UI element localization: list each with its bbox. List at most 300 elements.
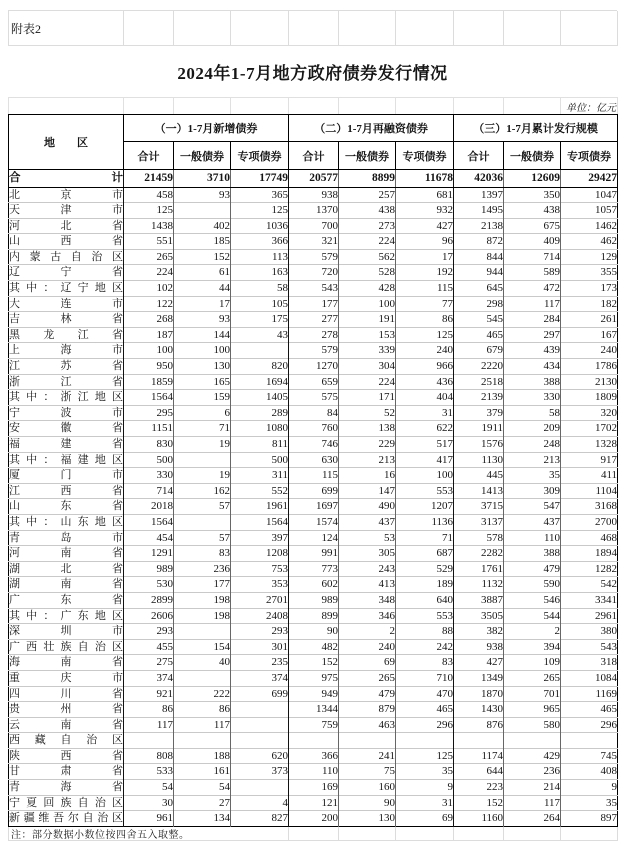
strip-cell — [504, 11, 561, 46]
unit-row-cell — [289, 97, 339, 114]
value-cell: 438 — [504, 203, 561, 219]
value-cell: 808 — [124, 748, 174, 764]
value-cell: 439 — [504, 343, 561, 359]
value-cell: 121 — [289, 795, 339, 811]
value-cell — [504, 733, 561, 749]
table-row — [9, 608, 618, 624]
region-cell: 西藏自治区 — [9, 733, 124, 749]
table-row — [9, 483, 618, 499]
value-cell: 311 — [231, 468, 289, 484]
value-cell: 1702 — [561, 421, 618, 437]
region-cell: 新疆维吾尔自治区 — [9, 811, 124, 827]
table-row — [9, 218, 618, 234]
value-cell: 240 — [396, 343, 454, 359]
value-cell: 40 — [174, 655, 231, 671]
region-cell: 宁夏回族自治区 — [9, 795, 124, 811]
value-cell: 950 — [124, 359, 174, 375]
table-row — [9, 686, 618, 702]
table-row — [9, 655, 618, 671]
value-cell: 622 — [396, 421, 454, 437]
value-cell — [174, 203, 231, 219]
table-row — [9, 249, 618, 265]
unit-row-cell — [231, 97, 289, 114]
table-row — [9, 546, 618, 562]
value-cell: 938 — [454, 639, 504, 655]
value-cell: 2130 — [561, 374, 618, 390]
value-cell: 365 — [231, 187, 289, 203]
region-cell: 重庆市 — [9, 670, 124, 686]
value-cell: 309 — [504, 483, 561, 499]
value-cell — [174, 624, 231, 640]
value-cell: 185 — [174, 234, 231, 250]
value-cell: 268 — [124, 312, 174, 328]
value-cell: 1036 — [231, 218, 289, 234]
region-cell: 贵州省 — [9, 702, 124, 718]
value-cell — [174, 452, 231, 468]
value-cell: 428 — [339, 281, 396, 297]
value-cell: 296 — [561, 717, 618, 733]
value-cell: 297 — [504, 327, 561, 343]
value-cell: 714 — [124, 483, 174, 499]
value-cell: 293 — [231, 624, 289, 640]
value-cell: 720 — [289, 265, 339, 281]
region-cell: 江西省 — [9, 483, 124, 499]
value-cell: 58 — [231, 281, 289, 297]
value-cell: 965 — [504, 702, 561, 718]
region-cell: 安徽省 — [9, 421, 124, 437]
region-cell: 陕西省 — [9, 748, 124, 764]
value-cell: 9 — [561, 780, 618, 796]
value-cell: 932 — [396, 203, 454, 219]
value-cell: 177 — [289, 296, 339, 312]
table-row — [9, 670, 618, 686]
value-cell: 1430 — [454, 702, 504, 718]
value-cell: 223 — [454, 780, 504, 796]
group-header-new-bonds: （一）1-7月新增债券 — [124, 115, 289, 142]
strip-cell — [396, 11, 454, 46]
value-cell: 1208 — [231, 546, 289, 562]
value-cell: 243 — [339, 561, 396, 577]
value-cell: 57 — [174, 530, 231, 546]
value-cell — [561, 733, 618, 749]
value-cell: 134 — [174, 811, 231, 827]
value-cell: 222 — [174, 686, 231, 702]
value-cell: 284 — [504, 312, 561, 328]
value-cell: 437 — [504, 514, 561, 530]
value-cell: 277 — [289, 312, 339, 328]
table-row — [9, 624, 618, 640]
value-cell: 966 — [396, 359, 454, 375]
strip-cell — [339, 11, 396, 46]
value-cell: 90 — [339, 795, 396, 811]
value-cell: 71 — [396, 530, 454, 546]
value-cell: 436 — [396, 374, 454, 390]
value-cell: 42036 — [454, 170, 504, 188]
value-cell: 86 — [396, 312, 454, 328]
value-cell: 921 — [124, 686, 174, 702]
value-cell: 318 — [561, 655, 618, 671]
value-cell: 760 — [289, 421, 339, 437]
value-cell: 293 — [124, 624, 174, 640]
value-cell: 153 — [339, 327, 396, 343]
value-cell: 240 — [561, 343, 618, 359]
value-cell: 100 — [124, 343, 174, 359]
strip-cell — [289, 11, 339, 46]
value-cell: 1405 — [231, 390, 289, 406]
value-cell: 872 — [454, 234, 504, 250]
value-cell: 144 — [174, 327, 231, 343]
region-cell: 其中：辽宁地区 — [9, 281, 124, 297]
region-cell: 黑龙江省 — [9, 327, 124, 343]
region-cell: 湖北省 — [9, 561, 124, 577]
value-cell: 551 — [124, 234, 174, 250]
value-cell: 125 — [231, 203, 289, 219]
value-cell: 305 — [339, 546, 396, 562]
value-cell: 944 — [454, 265, 504, 281]
value-cell: 699 — [231, 686, 289, 702]
value-cell: 165 — [174, 374, 231, 390]
value-cell: 339 — [339, 343, 396, 359]
value-cell: 43 — [231, 327, 289, 343]
group-header-cumulative-issuance: （三）1-7月累计发行规模 — [454, 115, 618, 142]
value-cell: 2139 — [454, 390, 504, 406]
value-cell: 289 — [231, 405, 289, 421]
value-cell: 938 — [289, 187, 339, 203]
region-cell: 其中：浙江地区 — [9, 390, 124, 406]
value-cell: 2220 — [454, 359, 504, 375]
unit-row-cell — [454, 97, 504, 114]
value-cell: 773 — [289, 561, 339, 577]
note-row-cell — [396, 827, 454, 841]
value-cell — [396, 733, 454, 749]
subheader-special: 专项债券 — [231, 142, 289, 170]
value-cell: 1859 — [124, 374, 174, 390]
value-cell: 30 — [124, 795, 174, 811]
note-row-cell — [339, 827, 396, 841]
region-cell: 合计 — [9, 170, 124, 188]
value-cell: 479 — [504, 561, 561, 577]
value-cell: 644 — [454, 764, 504, 780]
value-cell: 468 — [561, 530, 618, 546]
value-cell: 2282 — [454, 546, 504, 562]
value-cell: 100 — [396, 468, 454, 484]
value-cell: 163 — [231, 265, 289, 281]
value-cell: 20577 — [289, 170, 339, 188]
unit-row-cell — [396, 97, 454, 114]
value-cell: 659 — [289, 374, 339, 390]
value-cell: 6 — [174, 405, 231, 421]
value-cell: 546 — [504, 592, 561, 608]
value-cell: 1370 — [289, 203, 339, 219]
region-cell: 青岛市 — [9, 530, 124, 546]
region-cell: 天津市 — [9, 203, 124, 219]
value-cell — [174, 670, 231, 686]
value-cell: 159 — [174, 390, 231, 406]
value-cell: 2408 — [231, 608, 289, 624]
table-row — [9, 265, 618, 281]
value-cell — [289, 733, 339, 749]
value-cell: 296 — [396, 717, 454, 733]
value-cell: 11678 — [396, 170, 454, 188]
strip-cell — [454, 11, 504, 46]
value-cell: 264 — [504, 811, 561, 827]
note-row-cell — [289, 827, 339, 841]
table-row — [9, 452, 618, 468]
value-cell: 130 — [339, 811, 396, 827]
subheader-special: 专项债券 — [396, 142, 454, 170]
value-cell: 876 — [454, 717, 504, 733]
value-cell: 265 — [339, 670, 396, 686]
value-cell: 590 — [504, 577, 561, 593]
value-cell: 528 — [339, 265, 396, 281]
table-row — [9, 795, 618, 811]
table-row — [9, 499, 618, 515]
region-cell: 江苏省 — [9, 359, 124, 375]
table-row — [9, 780, 618, 796]
value-cell — [231, 733, 289, 749]
value-cell: 35 — [396, 764, 454, 780]
value-cell: 1084 — [561, 670, 618, 686]
value-cell: 200 — [289, 811, 339, 827]
value-cell: 19 — [174, 437, 231, 453]
table-row — [9, 374, 618, 390]
value-cell: 1282 — [561, 561, 618, 577]
value-cell: 827 — [231, 811, 289, 827]
value-cell: 897 — [561, 811, 618, 827]
region-cell: 北京市 — [9, 187, 124, 203]
value-cell: 115 — [396, 281, 454, 297]
value-cell: 4 — [231, 795, 289, 811]
value-cell: 88 — [396, 624, 454, 640]
value-cell: 209 — [504, 421, 561, 437]
value-cell: 482 — [289, 639, 339, 655]
table-row — [9, 639, 618, 655]
value-cell: 3137 — [454, 514, 504, 530]
subheader-total: 合计 — [454, 142, 504, 170]
value-cell: 2018 — [124, 499, 174, 515]
region-cell: 其中：山东地区 — [9, 514, 124, 530]
table-row — [9, 592, 618, 608]
table-row — [9, 577, 618, 593]
value-cell: 458 — [124, 187, 174, 203]
value-cell: 379 — [454, 405, 504, 421]
table-row — [9, 748, 618, 764]
value-cell: 1574 — [289, 514, 339, 530]
value-cell: 2138 — [454, 218, 504, 234]
region-cell: 吉林省 — [9, 312, 124, 328]
value-cell: 117 — [504, 795, 561, 811]
value-cell: 17 — [174, 296, 231, 312]
value-cell: 388 — [504, 374, 561, 390]
value-cell: 188 — [174, 748, 231, 764]
value-cell: 462 — [561, 234, 618, 250]
value-cell: 1961 — [231, 499, 289, 515]
region-cell: 宁波市 — [9, 405, 124, 421]
value-cell: 29427 — [561, 170, 618, 188]
value-cell: 427 — [396, 218, 454, 234]
value-cell: 320 — [561, 405, 618, 421]
value-cell: 374 — [231, 670, 289, 686]
value-cell: 681 — [396, 187, 454, 203]
unit-row-cell — [339, 97, 396, 114]
value-cell: 388 — [504, 546, 561, 562]
value-cell: 113 — [231, 249, 289, 265]
unit-row-cell — [174, 97, 231, 114]
value-cell: 1894 — [561, 546, 618, 562]
value-cell: 191 — [339, 312, 396, 328]
value-cell: 645 — [454, 281, 504, 297]
note-row-cell — [561, 827, 618, 841]
note-row — [8, 827, 617, 841]
value-cell: 699 — [289, 483, 339, 499]
value-cell: 949 — [289, 686, 339, 702]
value-cell: 167 — [561, 327, 618, 343]
value-cell: 580 — [504, 717, 561, 733]
value-cell: 69 — [396, 811, 454, 827]
value-cell — [174, 733, 231, 749]
value-cell: 687 — [396, 546, 454, 562]
value-cell: 229 — [339, 437, 396, 453]
footnote: 注：部分数据小数位按四舍五入取整。 — [9, 827, 289, 841]
value-cell: 2961 — [561, 608, 618, 624]
table-row — [9, 514, 618, 530]
region-cell: 云南省 — [9, 717, 124, 733]
value-cell: 429 — [504, 748, 561, 764]
value-cell: 517 — [396, 437, 454, 453]
value-cell — [454, 733, 504, 749]
value-cell: 257 — [339, 187, 396, 203]
value-cell: 84 — [289, 405, 339, 421]
value-cell: 545 — [454, 312, 504, 328]
subheader-total: 合计 — [124, 142, 174, 170]
region-cell: 海南省 — [9, 655, 124, 671]
value-cell: 236 — [504, 764, 561, 780]
value-cell — [231, 780, 289, 796]
value-cell: 198 — [174, 592, 231, 608]
table-row — [9, 359, 618, 375]
value-cell: 102 — [124, 281, 174, 297]
value-cell: 198 — [174, 608, 231, 624]
value-cell: 437 — [339, 514, 396, 530]
value-cell: 562 — [339, 249, 396, 265]
table-row — [9, 312, 618, 328]
value-cell: 147 — [339, 483, 396, 499]
value-cell: 16 — [339, 468, 396, 484]
table-row — [9, 405, 618, 421]
value-cell: 86 — [124, 702, 174, 718]
value-cell: 413 — [339, 577, 396, 593]
value-cell: 553 — [396, 608, 454, 624]
value-cell: 578 — [454, 530, 504, 546]
value-cell: 100 — [174, 343, 231, 359]
value-cell: 110 — [289, 764, 339, 780]
value-cell: 820 — [231, 359, 289, 375]
value-cell: 117 — [504, 296, 561, 312]
value-cell: 366 — [231, 234, 289, 250]
value-cell: 500 — [231, 452, 289, 468]
value-cell: 811 — [231, 437, 289, 453]
table-row — [9, 296, 618, 312]
value-cell: 44 — [174, 281, 231, 297]
value-cell: 490 — [339, 499, 396, 515]
value-cell: 1413 — [454, 483, 504, 499]
value-cell: 213 — [339, 452, 396, 468]
table-row — [9, 234, 618, 250]
value-cell: 122 — [124, 296, 174, 312]
subheader-total: 合计 — [289, 142, 339, 170]
table-row — [9, 811, 618, 827]
value-cell: 1694 — [231, 374, 289, 390]
value-cell: 117 — [124, 717, 174, 733]
region-cell: 山东省 — [9, 499, 124, 515]
value-cell: 93 — [174, 187, 231, 203]
strip-cell — [561, 11, 618, 46]
value-cell: 54 — [124, 780, 174, 796]
value-cell: 1438 — [124, 218, 174, 234]
value-cell: 547 — [504, 499, 561, 515]
value-cell: 710 — [396, 670, 454, 686]
value-cell: 411 — [561, 468, 618, 484]
value-cell — [339, 733, 396, 749]
value-cell: 2 — [504, 624, 561, 640]
table-row — [9, 561, 618, 577]
region-cell: 内蒙古自治区 — [9, 249, 124, 265]
page-title: 2024年1-7月地方政府债券发行情况 — [177, 64, 448, 83]
subheader-general: 一般债券 — [174, 142, 231, 170]
value-cell: 3505 — [454, 608, 504, 624]
value-cell: 1130 — [454, 452, 504, 468]
value-cell: 177 — [174, 577, 231, 593]
appendix-label: 附表2 — [9, 11, 124, 46]
region-cell: 广西壮族自治区 — [9, 639, 124, 655]
value-cell: 31 — [396, 795, 454, 811]
value-cell: 138 — [339, 421, 396, 437]
value-cell: 500 — [124, 452, 174, 468]
value-cell: 417 — [396, 452, 454, 468]
value-cell: 242 — [396, 639, 454, 655]
value-cell: 434 — [504, 359, 561, 375]
value-cell: 1136 — [396, 514, 454, 530]
value-cell: 21459 — [124, 170, 174, 188]
value-cell: 240 — [339, 639, 396, 655]
value-cell: 152 — [174, 249, 231, 265]
region-cell: 其中：广东地区 — [9, 608, 124, 624]
region-cell: 辽宁省 — [9, 265, 124, 281]
value-cell: 192 — [396, 265, 454, 281]
sheet — [8, 10, 617, 841]
value-cell: 1132 — [454, 577, 504, 593]
value-cell: 602 — [289, 577, 339, 593]
value-cell: 409 — [504, 234, 561, 250]
value-cell: 2700 — [561, 514, 618, 530]
subheader-special: 专项债券 — [561, 142, 618, 170]
value-cell: 160 — [339, 780, 396, 796]
value-cell: 463 — [339, 717, 396, 733]
value-cell: 404 — [396, 390, 454, 406]
value-cell: 543 — [561, 639, 618, 655]
value-cell: 100 — [339, 296, 396, 312]
subheader-general: 一般债券 — [339, 142, 396, 170]
value-cell: 241 — [339, 748, 396, 764]
region-cell: 湖南省 — [9, 577, 124, 593]
strip-cell — [124, 11, 174, 46]
region-cell: 山西省 — [9, 234, 124, 250]
value-cell: 1697 — [289, 499, 339, 515]
unit-row-cell — [9, 97, 124, 114]
value-cell: 346 — [339, 608, 396, 624]
value-cell: 27 — [174, 795, 231, 811]
value-cell: 479 — [339, 686, 396, 702]
